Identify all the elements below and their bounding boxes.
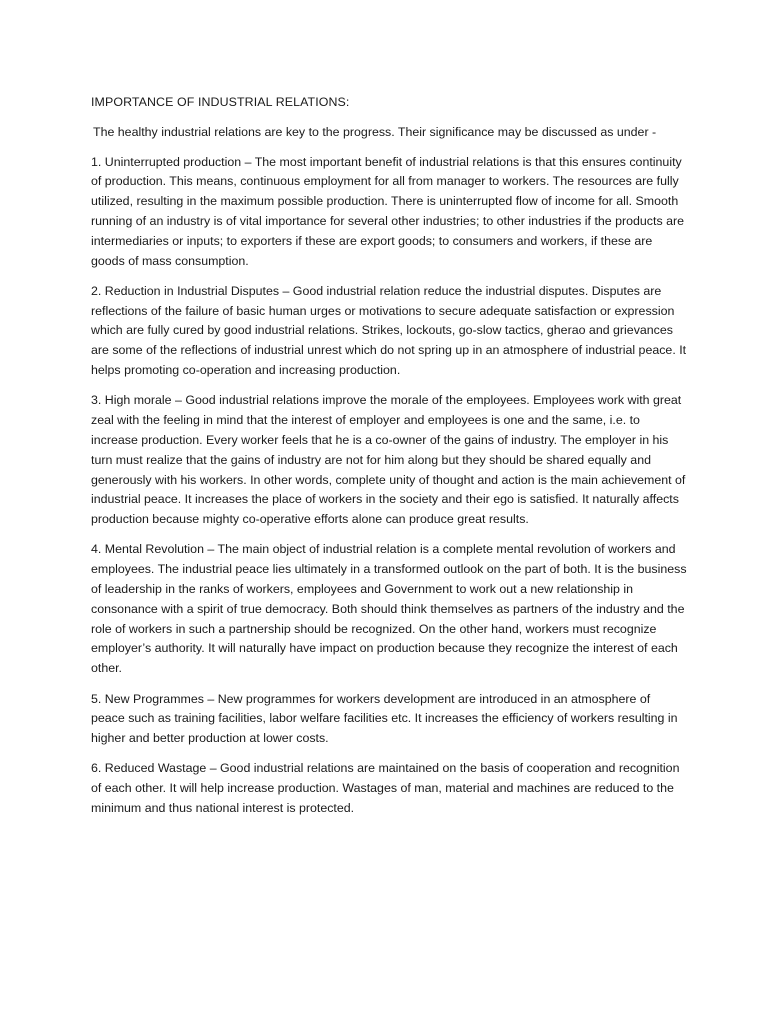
document-page bbox=[91, 93, 687, 829]
point-5-paragraph: 5. New Programmes – New programmes for workers development are introduced in an atmosphere of peace such as training facilities, labor welfare facilities etc. It increases the efficiency of workers resulting in higher and better production at lower costs. bbox=[91, 691, 678, 746]
point-3-paragraph: 3. High morale – Good industrial relations improve the morale of the employees. Employees work with great zeal with the feeling in mind that the interest of employer and employees is one and the same, i.e. to increase production. Every worker feels that he is a co-owner of the gains of industry. The employer in his turn must realize that the gains of industry are not for him along but they should be shared equally and generously with his workers. In other words, complete unity of thought and action is the main achievement of industrial peace. It increases the place of workers in the society and their ego is satisfied. It naturally affects production because mighty co-operative efforts alone can produce great results. bbox=[91, 393, 686, 527]
point-6-paragraph: 6. Reduced Wastage – Good industrial relations are maintained on the basis of cooperation and recognition of each other. It will help increase production. Wastages of man, material and machines are reduced to the minimum and thus national interest is protected. bbox=[91, 761, 680, 815]
point-2-paragraph: 2. Reduction in Industrial Disputes – Good industrial relation reduce the industrial disputes. Disputes are reflections of the failure of basic human urges or motivations to secure adequate satisfaction or expression which are fully cured by good industrial relations. Strikes, lockouts, go-slow tactics, gherao and grievances are some of the reflections of industrial unrest which do not spring up in an atmosphere of industrial peace. It helps promoting co-operation and increasing production. bbox=[91, 283, 687, 378]
point-4-paragraph: 4. Mental Revolution – The main object of industrial relation is a complete mental revolution of workers and employees. The industrial peace lies ultimately in a transformed outlook on the part of both. It is the business of leadership in the ranks of workers, employees and Government to work out a new relationship in consonance with a spirit of true democracy. Both should think themselves as partners of the industry and the role of workers in such a partnership should be recognized. On the other hand, workers must recognize employer’s authority. It will naturally have impact on production because they recognize the interest of each other. bbox=[91, 542, 687, 676]
intro-paragraph: The healthy industrial relations are key to the progress. Their significance may be discussed as under - bbox=[93, 124, 657, 139]
point-1-paragraph: 1. Uninterrupted production – The most important benefit of industrial relations is that this ensures continuity of production. This means, continuous employment for all from manager to workers. The resources are fully utilized, resulting in the maximum possible production. There is uninterrupted flow of income for all. Smooth running of an industry is of vital importance for several other industries; to other industries if the products are intermediaries or inputs; to exporters if these are export goods; to consumers and workers, if these are goods of mass consumption. bbox=[91, 154, 684, 268]
document-heading: IMPORTANCE OF INDUSTRIAL RELATIONS: bbox=[91, 95, 350, 109]
